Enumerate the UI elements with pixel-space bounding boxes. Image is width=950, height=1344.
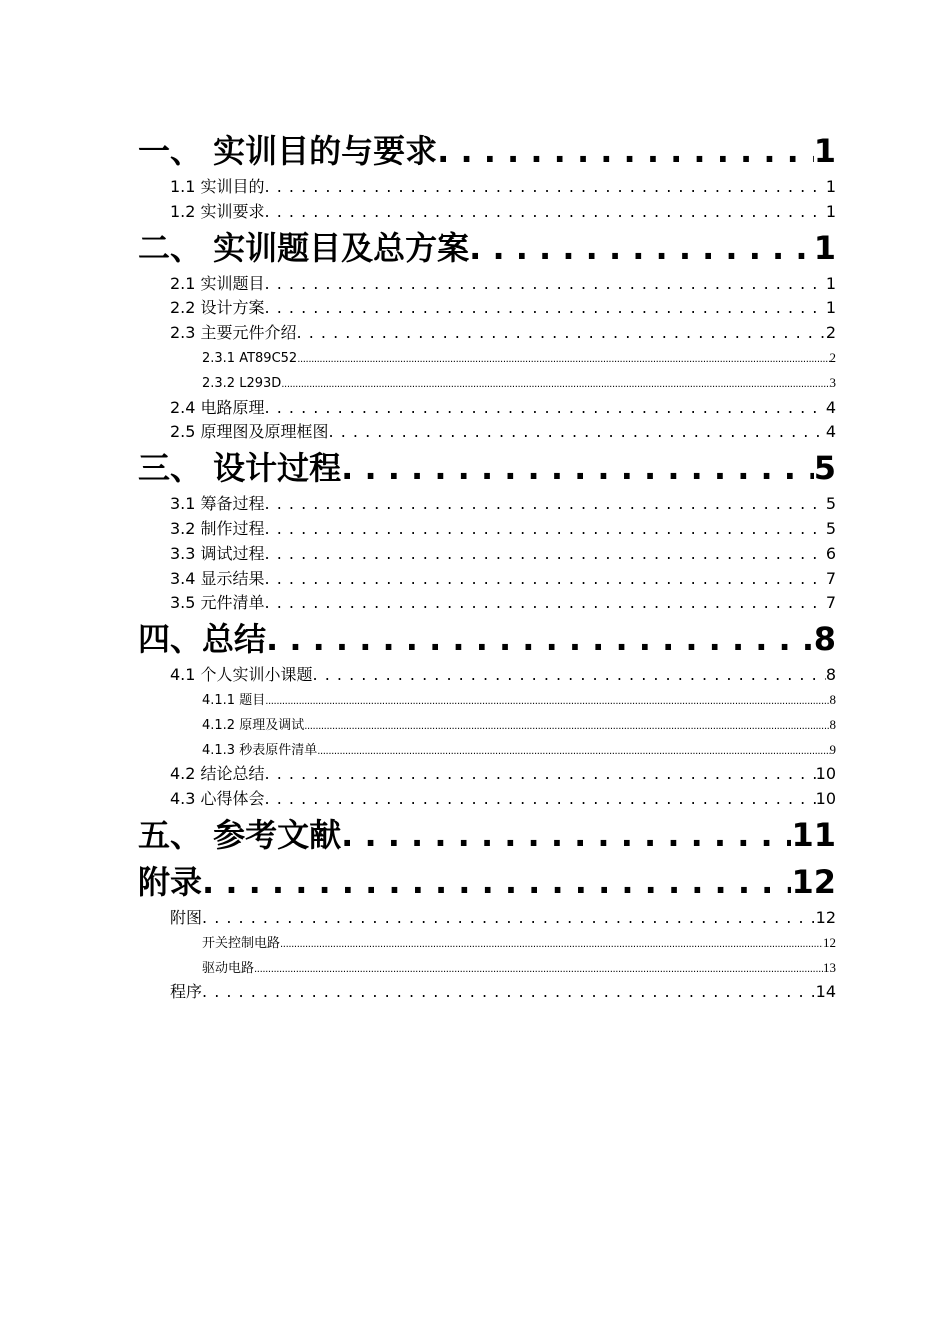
- toc-entry-label: 4.1.2 原理及调试: [202, 717, 305, 733]
- toc-entry-label: 1.1 实训目的: [170, 177, 265, 196]
- dot-leader: [265, 690, 829, 715]
- toc-entry-label: 2.1 实训题目: [170, 273, 265, 293]
- toc-entry[interactable]: [138, 738, 836, 763]
- toc-page-number: 1: [825, 177, 836, 196]
- toc-entry-label: 4.3 心得体会: [170, 789, 265, 809]
- toc-entry-label: 附录: [138, 862, 203, 901]
- toc-entry[interactable]: [138, 420, 836, 445]
- toc-entry[interactable]: [138, 272, 836, 297]
- toc-entry[interactable]: [138, 445, 836, 492]
- toc-entry-label: 附图: [170, 907, 203, 927]
- toc-entry-label: 1.2 实训要求: [170, 201, 265, 221]
- toc-entry[interactable]: [138, 956, 836, 981]
- dot-leader: [265, 175, 826, 200]
- toc-entry[interactable]: [138, 787, 836, 812]
- toc-page-number: 12: [823, 934, 836, 950]
- toc-page-number: 13: [823, 959, 836, 975]
- dot-leader: [265, 762, 816, 787]
- toc-entry[interactable]: [138, 567, 836, 592]
- dot-leader: [265, 272, 826, 297]
- toc-entry-label: 一、 实训目的与要求: [138, 132, 438, 170]
- toc-entry[interactable]: [138, 321, 836, 346]
- dot-leader: [254, 958, 823, 983]
- dot-leader: [265, 200, 826, 225]
- toc-entry-label: 2.3.2 L293D: [202, 375, 282, 391]
- toc-entry-label: 2.5 原理图及原理框图: [170, 422, 329, 442]
- dot-leader: [341, 812, 791, 859]
- toc-entry[interactable]: [138, 931, 836, 956]
- toc-page-number: 9: [829, 741, 836, 757]
- dot-leader: [265, 517, 826, 542]
- toc-page-number: 3: [829, 374, 836, 390]
- dot-leader: [329, 420, 826, 445]
- toc-page-number: 1: [825, 273, 836, 293]
- dot-leader: [265, 492, 826, 517]
- dot-leader: [313, 663, 826, 688]
- toc-page-number: 8: [829, 691, 836, 707]
- toc-entry[interactable]: [138, 663, 836, 688]
- dot-leader: [317, 740, 829, 765]
- dot-leader: [265, 296, 826, 321]
- toc-entry[interactable]: [138, 906, 836, 931]
- dot-leader: [469, 225, 814, 272]
- toc-entry[interactable]: [138, 492, 836, 517]
- toc-entry-label: 3.1 筹备过程: [170, 494, 265, 514]
- toc-page-number: 8: [825, 665, 836, 685]
- toc-page-number: 1: [825, 298, 836, 318]
- toc-page-number: 2: [829, 349, 836, 365]
- toc-entry[interactable]: [138, 371, 836, 396]
- toc-page-number: 5: [813, 449, 836, 488]
- toc-page-number: 10: [815, 764, 836, 784]
- toc-entry[interactable]: [138, 517, 836, 542]
- toc-page-number: 5: [825, 494, 836, 514]
- toc-entry[interactable]: [138, 346, 836, 371]
- toc-page-number: 12: [791, 862, 836, 901]
- toc-entry-label: 3.4 显示结果: [170, 568, 265, 588]
- toc-entry-label: 程序: [170, 982, 203, 1002]
- toc-entry-label: 4.1.1 题目: [202, 692, 266, 708]
- toc-entry[interactable]: [138, 225, 836, 272]
- toc-page-number: 4: [825, 397, 836, 417]
- toc-page-number: 1: [825, 201, 836, 221]
- toc-page-number: 4: [825, 422, 836, 442]
- toc-entry-label: 3.5 元件清单: [170, 593, 265, 613]
- dot-leader: [437, 128, 814, 175]
- toc-entry[interactable]: [138, 859, 836, 906]
- toc-entry[interactable]: [138, 616, 836, 663]
- toc-entry[interactable]: [138, 296, 836, 321]
- toc-entry-label: 2.4 电路原理: [170, 397, 265, 417]
- toc-entry-label: 五、 参考文献: [138, 815, 342, 854]
- toc-entry-label: 四、总结: [138, 620, 267, 659]
- dot-leader: [202, 906, 816, 931]
- toc-entry[interactable]: [138, 542, 836, 567]
- dot-leader: [265, 542, 826, 567]
- toc-entry[interactable]: [138, 812, 836, 859]
- toc-entry[interactable]: [138, 175, 836, 200]
- toc-entry-label: 4.1.3 秒表原件清单: [202, 742, 318, 758]
- toc-page-number: 1: [813, 132, 836, 170]
- toc-page-number: 2: [825, 323, 836, 343]
- toc-entry-label: 3.2 制作过程: [170, 518, 265, 538]
- dot-leader: [202, 859, 791, 906]
- dot-leader: [341, 445, 814, 492]
- toc-entry-label: 2.2 设计方案: [170, 298, 265, 318]
- toc-page-number: 12: [815, 907, 836, 927]
- dot-leader: [265, 396, 826, 421]
- toc-entry-label: 三、 设计过程: [138, 449, 342, 488]
- table-of-contents: [138, 128, 836, 1005]
- toc-entry[interactable]: [138, 980, 836, 1005]
- dot-leader: [265, 787, 816, 812]
- dot-leader: [266, 616, 814, 663]
- dot-leader: [281, 373, 829, 398]
- dot-leader: [297, 348, 829, 373]
- toc-entry-label: 开关控制电路: [202, 935, 281, 951]
- toc-page-number: 1: [813, 228, 836, 267]
- toc-page-number: 14: [815, 982, 836, 1002]
- toc-entry-label: 4.2 结论总结: [170, 764, 265, 784]
- toc-page-number: 10: [815, 789, 836, 809]
- toc-entry[interactable]: [138, 762, 836, 787]
- toc-entry[interactable]: [138, 713, 836, 738]
- toc-page-number: 7: [825, 568, 836, 588]
- toc-page-number: 6: [825, 543, 836, 563]
- toc-entry-label: 2.3 主要元件介绍: [170, 323, 297, 343]
- toc-entry-label: 二、 实训题目及总方案: [138, 228, 470, 267]
- dot-leader: [304, 715, 829, 740]
- dot-leader: [297, 321, 826, 346]
- toc-entry-label: 驱动电路: [202, 960, 255, 976]
- toc-entry[interactable]: [138, 591, 836, 616]
- toc-entry-label: 2.3.1 AT89C52: [202, 350, 298, 366]
- toc-page-number: 5: [825, 518, 836, 538]
- dot-leader: [202, 980, 816, 1005]
- toc-page-number: 7: [825, 593, 836, 613]
- toc-page-number: 8: [829, 716, 836, 732]
- toc-entry[interactable]: [138, 128, 836, 175]
- toc-entry-label: 3.3 调试过程: [170, 543, 265, 563]
- toc-entry[interactable]: [138, 200, 836, 225]
- dot-leader: [280, 933, 823, 958]
- dot-leader: [265, 591, 826, 616]
- toc-entry-label: 4.1 个人实训小课题: [170, 665, 313, 685]
- dot-leader: [265, 567, 826, 592]
- toc-page-number: 8: [813, 620, 836, 659]
- toc-entry[interactable]: [138, 396, 836, 421]
- toc-page-number: 11: [791, 815, 836, 854]
- toc-entry[interactable]: [138, 688, 836, 713]
